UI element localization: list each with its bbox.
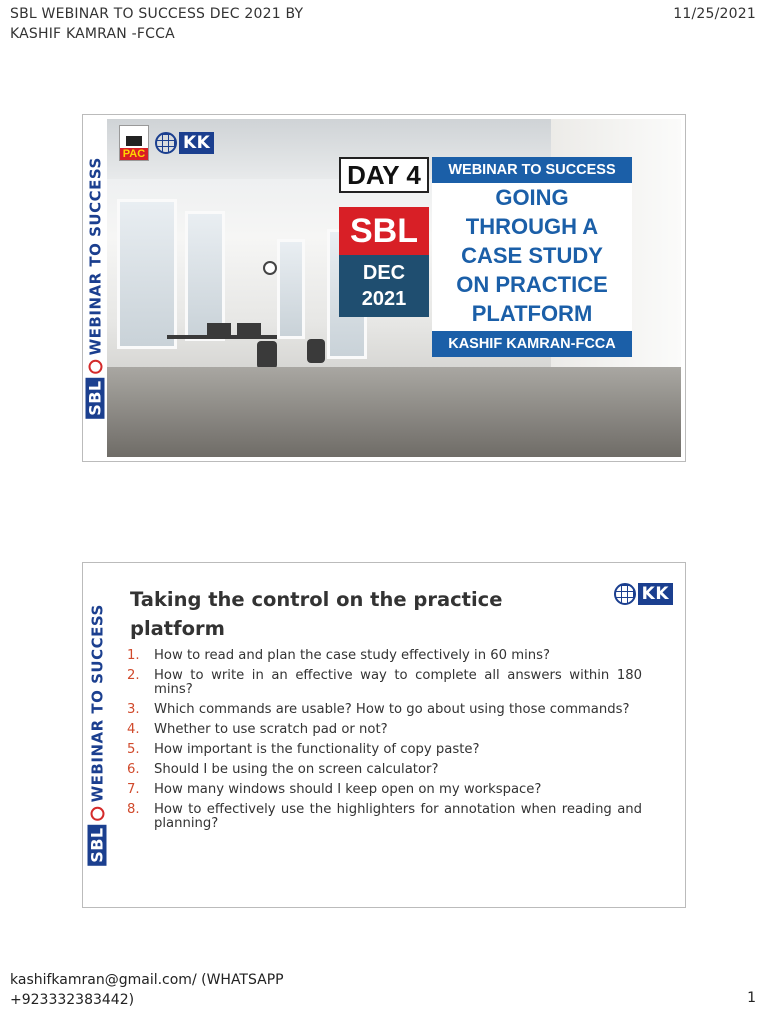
page-header-title: [10, 4, 340, 44]
logo-group: [119, 125, 214, 161]
globe-icon: [90, 806, 104, 820]
date-badge: [339, 255, 429, 317]
list-item: 2. How to write in an effective way to complete all answers within 180 mins?: [127, 668, 642, 697]
title-line: PLATFORM: [471, 301, 593, 326]
vertical-sbl-label: SBL: [86, 377, 105, 418]
globe-icon: [88, 359, 102, 373]
pac-logo: PAC: [119, 125, 149, 161]
webinar-banner: WEBINAR TO SUCCESS: [432, 157, 632, 183]
presenter-banner: KASHIF KAMRAN-FCCA: [432, 331, 632, 357]
list-item: 8. How to effectively use the highlighters for annotation when reading and planning?: [127, 802, 642, 831]
title-line: GOING: [495, 185, 569, 210]
list-item: 6. Should I be using the on screen calculator?: [127, 762, 439, 777]
slide-agenda: [82, 562, 686, 908]
title-line: ON PRACTICE: [456, 272, 608, 297]
list-item: 7. How many windows should I keep open on my workspace?: [127, 782, 542, 797]
agenda-list: [127, 649, 642, 837]
list-item: 3. Which commands are usable? How to go about using those commands?: [127, 702, 630, 717]
footer-contact-line: +923332383442): [10, 992, 135, 1008]
agenda-title-line: Taking the control on the practice: [130, 588, 503, 611]
vertical-brand-strip: [83, 563, 111, 907]
footer-contact: [10, 970, 330, 1010]
header-line-1: SBL WEBINAR TO SUCCESS DEC 2021 BY: [10, 6, 304, 22]
globe-icon: [614, 583, 636, 605]
slide-title: [82, 114, 686, 462]
date-month: DEC: [362, 262, 406, 284]
header-date: 11/25/2021: [673, 6, 756, 22]
slide-main-title: [432, 183, 632, 328]
clock-icon: [263, 261, 277, 275]
globe-icon: [155, 132, 177, 154]
list-item: 1. How to read and plan the case study effectively in 60 mins?: [127, 648, 550, 663]
subject-badge: SBL: [339, 207, 429, 255]
kk-logo: KK: [614, 583, 673, 605]
kk-logo: KK: [155, 132, 214, 154]
list-item: 5. How important is the functionality of copy paste?: [127, 742, 480, 757]
vertical-brand-strip: [83, 115, 107, 461]
header-line-2: KASHIF KAMRAN -FCCA: [10, 26, 175, 42]
day-badge: DAY 4: [339, 157, 429, 193]
page-number: 1: [747, 990, 756, 1006]
title-line: THROUGH A: [465, 214, 599, 239]
vertical-webinar-label: WEBINAR TO SUCCESS: [86, 157, 104, 356]
footer-contact-line: kashifkamran@gmail.com/ (WHATSAPP: [10, 972, 284, 988]
agenda-title: [130, 585, 550, 643]
vertical-webinar-label: WEBINAR TO SUCCESS: [88, 604, 106, 803]
date-year: 2021: [361, 288, 407, 310]
vertical-sbl-label: SBL: [88, 824, 107, 865]
list-item: 4. Whether to use scratch pad or not?: [127, 722, 388, 737]
title-line: CASE STUDY: [461, 243, 603, 268]
graduation-cap-icon: [126, 136, 142, 146]
agenda-title-line: platform: [130, 617, 225, 640]
